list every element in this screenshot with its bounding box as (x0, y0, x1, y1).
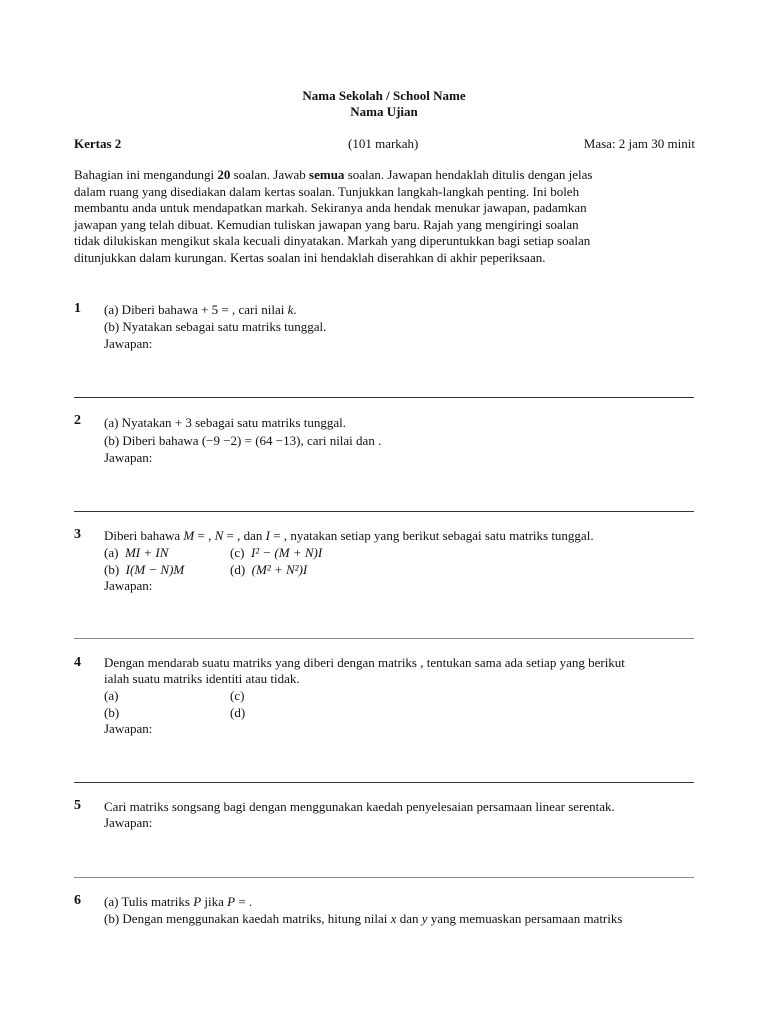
q3-text: = , nyatakan setiap yang berikut sebagai satu matriks tunggal. (269, 528, 594, 543)
q1a-variable: k (287, 302, 294, 317)
part-label: (a) (104, 545, 119, 560)
question-count: 20 (217, 167, 231, 182)
question-4-part-c: (c) (230, 688, 245, 703)
q3-text: = , dan (223, 528, 266, 543)
question-2-part-b: (b) Diberi bahawa (−9 −2) = (64 −13), cari nilai dan . (104, 433, 382, 448)
q1a-text: (a) Diberi bahawa + 5 = , cari nilai (104, 302, 288, 317)
question-3-stem (104, 528, 594, 544)
question-4-number: 4 (74, 655, 81, 670)
instructions-line-1 (74, 167, 699, 184)
part-label: (c) (230, 545, 245, 560)
instructions-line-2: dalam ruang yang disediakan dalam kertas soalan. Tunjukkan langkah-langkah penting. Ini boleh (74, 183, 580, 199)
variable-y: y (421, 911, 428, 926)
question-6-number: 6 (74, 893, 81, 908)
instructions-line-5: tidak dilukiskan mengikut skala kecuali dinyatakan. Markah yang diperuntukkan bagi setiap soalan (74, 233, 591, 248)
part-label: (d) (230, 562, 246, 577)
q3a-expression: MI + IN (124, 545, 169, 560)
question-1-number: 1 (74, 301, 81, 316)
instructions-line-3: membantu anda untuk mendapatkan markah. Sekiranya anda hendak menukar jawapan, padamkan (74, 200, 587, 215)
question-4-stem-line-2: ialah suatu matriks identiti atau tidak. (104, 671, 300, 686)
question-3-part-a (104, 545, 168, 561)
all-emphasis: semua (309, 167, 345, 182)
question-4-part-a: (a) (104, 688, 119, 703)
answer-divider-2 (74, 511, 694, 512)
variable-x: x (390, 911, 397, 926)
matrix-p: P (227, 894, 236, 909)
answer-divider-1 (74, 397, 694, 398)
q3c-expression: I² − (M + N)I (250, 545, 323, 560)
answer-divider-4 (74, 782, 694, 783)
time-allowed: Masa: 2 jam 30 minit (583, 136, 695, 151)
school-name: Nama Sekolah / School Name (302, 88, 466, 103)
answer-divider-3 (74, 638, 694, 639)
question-2-number: 2 (74, 413, 81, 428)
instructions (74, 167, 699, 266)
question-6-part-a (104, 894, 252, 910)
question-3-answer-label: Jawapan: (104, 578, 153, 593)
instr-text: soalan. Jawab (230, 167, 310, 182)
question-1-answer-label: Jawapan: (104, 336, 153, 351)
matrix-i: I (265, 528, 270, 543)
q6b-text: dan (396, 911, 422, 926)
instr-text: Bahagian ini mengandungi (74, 167, 218, 182)
q3-text: = , (194, 528, 215, 543)
q3b-expression: I(M − N)M (125, 562, 185, 577)
q3d-expression: (M² + N²)I (251, 562, 308, 577)
q6a-text: jika (201, 894, 228, 909)
exam-name: Nama Ujian (350, 104, 418, 119)
instr-text: soalan. Jawapan hendaklah ditulis dengan jelas (344, 167, 593, 182)
question-5-stem: Cari matriks songsang bagi dengan menggunakan kaedah penyelesaian persamaan linear serentak. (104, 799, 615, 814)
instructions-line-4: jawapan yang telah dibuat. Kemudian tuliskan jawapan yang baru. Rajah yang mengiringi soalan (74, 216, 579, 232)
question-4-part-d: (d) (230, 705, 246, 720)
q6a-text-end: = . (235, 894, 253, 909)
part-label: (b) (104, 562, 120, 577)
question-1-part-b: (b) Nyatakan sebagai satu matriks tunggal. (104, 319, 327, 334)
matrix-m: M (183, 528, 195, 543)
question-5-number: 5 (74, 798, 81, 813)
question-6-part-b (104, 911, 622, 927)
q6b-text: (b) Dengan menggunakan kaedah matriks, hitung nilai (104, 911, 391, 926)
question-3-part-d (230, 562, 307, 578)
question-2-answer-label: Jawapan: (104, 450, 153, 465)
total-marks: (101 markah) (348, 136, 419, 151)
question-4-part-b: (b) (104, 705, 120, 720)
paper-label: Kertas 2 (74, 136, 122, 151)
q3-text: Diberi bahawa (104, 528, 184, 543)
question-1-part-a (104, 302, 297, 318)
question-3-part-b (104, 562, 184, 578)
question-2-part-a: (a) Nyatakan + 3 sebagai satu matriks tunggal. (104, 415, 346, 430)
question-5-answer-label: Jawapan: (104, 815, 153, 830)
question-4-answer-label: Jawapan: (104, 721, 153, 736)
matrix-p: P (193, 894, 202, 909)
question-3-number: 3 (74, 527, 81, 542)
instructions-line-6: ditunjukkan dalam kurungan. Kertas soalan ini hendaklah diserahkan di akhir peperiksaan. (74, 249, 546, 265)
q1a-text-end: . (293, 302, 297, 317)
q6a-text: (a) Tulis matriks (104, 894, 194, 909)
question-4-stem-line-1: Dengan mendarab suatu matriks yang diberi dengan matriks , tentukan sama ada setiap yang berikut (104, 655, 625, 670)
matrix-n: N (214, 528, 224, 543)
answer-divider-5 (74, 877, 694, 878)
question-3-part-c (230, 545, 322, 561)
q6b-text-end: yang memuaskan persamaan matriks (427, 911, 623, 926)
